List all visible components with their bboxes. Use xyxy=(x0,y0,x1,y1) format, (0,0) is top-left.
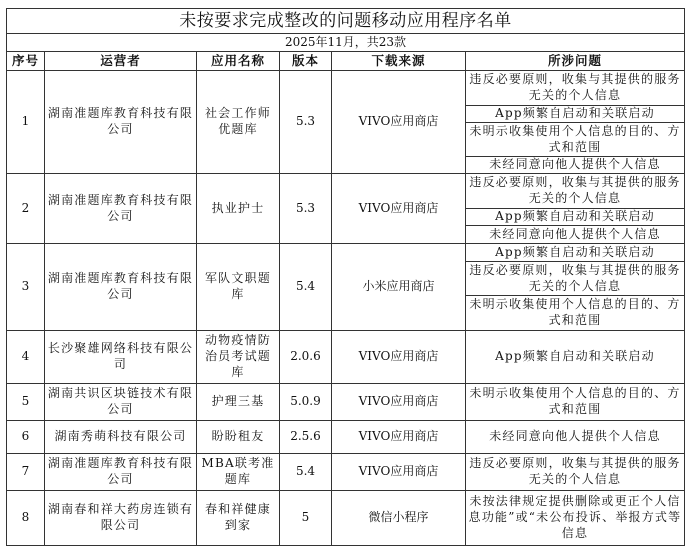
source-cell: VIVO应用商店 xyxy=(332,174,466,244)
row-number: 1 xyxy=(7,71,45,174)
table-row xyxy=(7,331,685,384)
app-name-cell: 执业护士 xyxy=(197,174,280,244)
issue-cell: 未经同意向他人提供个人信息 xyxy=(466,421,685,454)
operator-cell: 湖南准题库教育科技有限公司 xyxy=(45,71,197,174)
row-number: 6 xyxy=(7,421,45,454)
header-source: 下载来源 xyxy=(332,52,466,71)
app-name-cell: 社会工作师优题库 xyxy=(197,71,280,174)
header-version: 版本 xyxy=(280,52,332,71)
issue-cell: App频繁自启动和关联启动 xyxy=(466,106,685,123)
operator-cell: 长沙聚雄网络科技有限公司 xyxy=(45,331,197,384)
issue-cell: 违反必要原则，收集与其提供的服务无关的个人信息 xyxy=(466,174,685,209)
app-name-cell: 护理三基 xyxy=(197,384,280,421)
version-cell: 5.0.9 xyxy=(280,384,332,421)
table-row xyxy=(7,174,685,209)
header-no: 序号 xyxy=(7,52,45,71)
document-title: 未按要求完成整改的问题移动应用程序名单 xyxy=(7,9,685,34)
table-row xyxy=(7,71,685,106)
row-number: 4 xyxy=(7,331,45,384)
source-cell: 微信小程序 xyxy=(332,491,466,546)
header-app-name: 应用名称 xyxy=(197,52,280,71)
issue-cell: App频繁自启动和关联启动 xyxy=(466,209,685,226)
source-cell: VIVO应用商店 xyxy=(332,384,466,421)
row-number: 8 xyxy=(7,491,45,546)
issue-cell: 未经同意向他人提供个人信息 xyxy=(466,157,685,174)
issue-cell: 未经同意向他人提供个人信息 xyxy=(466,226,685,244)
issue-cell: 未按法律规定提供删除或更正个人信息功能”或“未公布投诉、举报方式等信息 xyxy=(466,491,685,546)
table-row xyxy=(7,454,685,491)
table-row xyxy=(7,491,685,546)
issue-cell: 未明示收集使用个人信息的目的、方式和范围 xyxy=(466,296,685,331)
header-operator: 运营者 xyxy=(45,52,197,71)
operator-cell: 湖南共识区块链技术有限公司 xyxy=(45,384,197,421)
app-name-cell: MBA联考准题库 xyxy=(197,454,280,491)
table-row xyxy=(7,421,685,454)
app-name-cell: 春和祥健康到家 xyxy=(197,491,280,546)
app-name-cell: 盼盼租友 xyxy=(197,421,280,454)
issue-cell: 未明示收集使用个人信息的目的、方式和范围 xyxy=(466,384,685,421)
issue-cell: 违反必要原则，收集与其提供的服务无关的个人信息 xyxy=(466,262,685,296)
version-cell: 5.4 xyxy=(280,454,332,491)
app-name-cell: 军队文职题库 xyxy=(197,244,280,331)
row-number: 3 xyxy=(7,244,45,331)
table-row xyxy=(7,384,685,421)
issue-cell: 违反必要原则，收集与其提供的服务无关的个人信息 xyxy=(466,454,685,491)
source-cell: VIVO应用商店 xyxy=(332,331,466,384)
source-cell: 小米应用商店 xyxy=(332,244,466,331)
row-number: 7 xyxy=(7,454,45,491)
version-cell: 2.0.6 xyxy=(280,331,332,384)
document-subtitle: 2025年11月，共23款 xyxy=(7,34,685,52)
version-cell: 5.4 xyxy=(280,244,332,331)
row-number: 2 xyxy=(7,174,45,244)
header-issues: 所涉问题 xyxy=(466,52,685,71)
issue-cell: 违反必要原则，收集与其提供的服务无关的个人信息 xyxy=(466,71,685,106)
version-cell: 2.5.6 xyxy=(280,421,332,454)
operator-cell: 湖南准题库教育科技有限公司 xyxy=(45,174,197,244)
issue-cell: App频繁自启动和关联启动 xyxy=(466,331,685,384)
source-cell: VIVO应用商店 xyxy=(332,421,466,454)
version-cell: 5.3 xyxy=(280,174,332,244)
source-cell: VIVO应用商店 xyxy=(332,71,466,174)
issue-cell: App频繁自启动和关联启动 xyxy=(466,244,685,262)
operator-cell: 湖南准题库教育科技有限公司 xyxy=(45,244,197,331)
operator-cell: 湖南春和祥大药房连锁有限公司 xyxy=(45,491,197,546)
table-header-row xyxy=(7,52,685,71)
issue-cell: 未明示收集使用个人信息的目的、方式和范围 xyxy=(466,123,685,157)
operator-cell: 湖南秀萌科技有限公司 xyxy=(45,421,197,454)
table-row xyxy=(7,244,685,262)
app-list-table xyxy=(6,8,685,546)
operator-cell: 湖南准题库教育科技有限公司 xyxy=(45,454,197,491)
version-cell: 5 xyxy=(280,491,332,546)
source-cell: VIVO应用商店 xyxy=(332,454,466,491)
row-number: 5 xyxy=(7,384,45,421)
version-cell: 5.3 xyxy=(280,71,332,174)
app-name-cell: 动物疫情防治员考试题库 xyxy=(197,331,280,384)
